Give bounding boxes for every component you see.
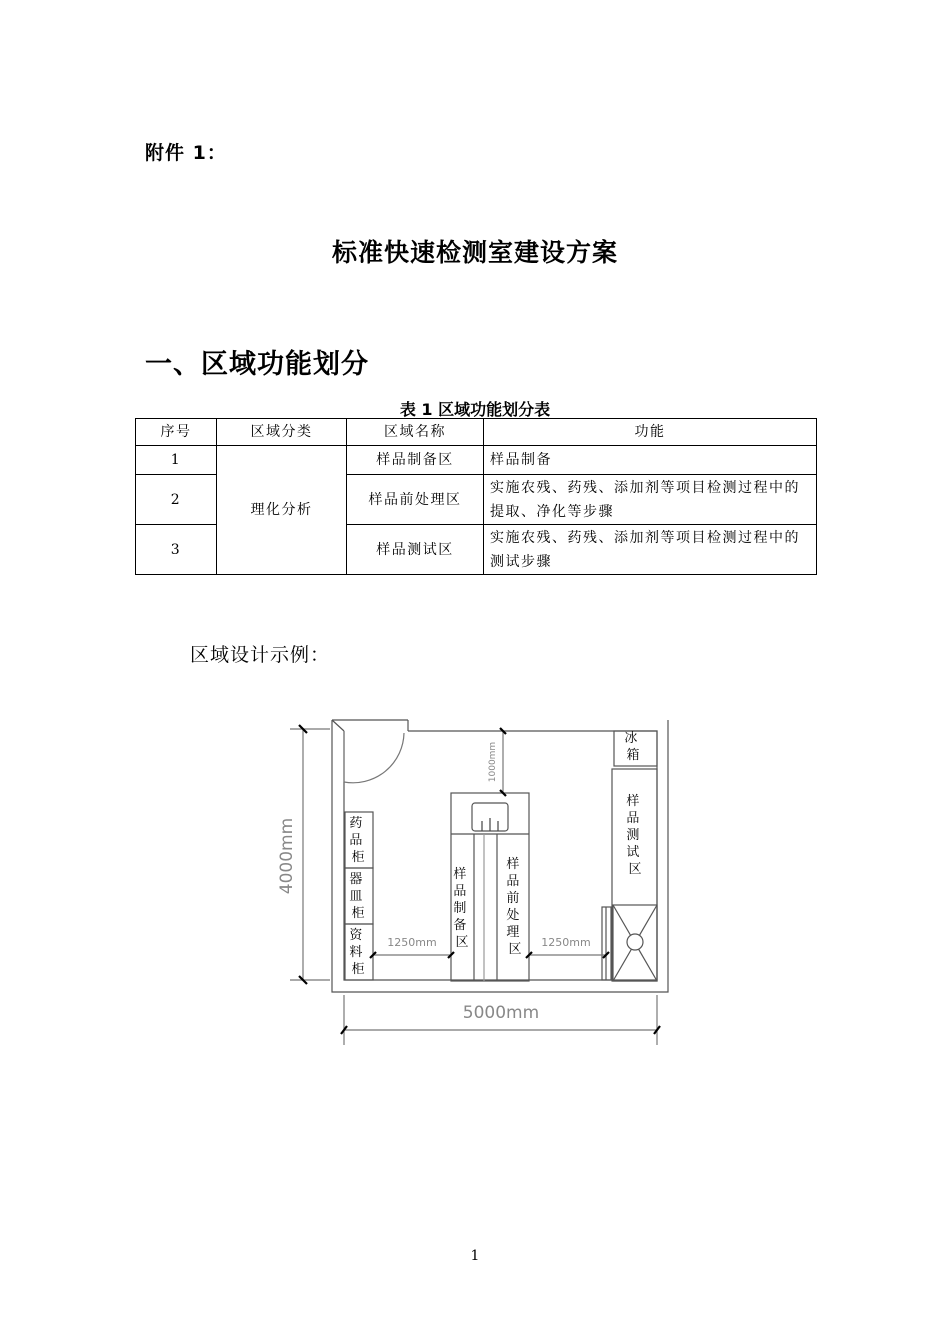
test-zone-label: 样 品 测 试 区	[626, 794, 642, 877]
dish-cabinet-label: 器 皿 柜	[349, 872, 365, 921]
door-swing-arc	[344, 733, 404, 783]
document-title: 标准快速检测室建设方案	[331, 238, 618, 267]
design-example-label: 区域设计示例：	[190, 644, 331, 666]
file-cabinet-label: 资 料 柜	[349, 928, 365, 977]
pretreat-zone-label: 样 品 前 处 理 区	[506, 857, 522, 957]
dim-1000-text: 1000mm	[488, 741, 498, 783]
row-number: 1	[136, 446, 217, 475]
attachment-label: 附件 1：	[145, 142, 227, 164]
zone-name-cell: 样品前处理区	[347, 475, 484, 525]
drain-icon	[627, 934, 643, 950]
section-heading-1: 一、区域功能划分	[145, 349, 369, 380]
header-cell: 功能	[484, 419, 817, 446]
medicine-cabinet-label: 药 品 柜	[349, 816, 365, 865]
dim-width-text: 5000mm	[462, 1003, 540, 1023]
faucet-icon	[482, 818, 498, 831]
function-cell: 实施农残、药残、添加剂等项目检测过程中的测试步骤	[484, 525, 817, 575]
row-number: 3	[136, 525, 217, 575]
fridge-label: 冰 箱	[624, 731, 640, 763]
table-header-row	[136, 419, 817, 446]
category-cell: 理化分析	[217, 446, 347, 575]
function-cell: 样品制备	[484, 446, 817, 475]
row-number: 2	[136, 475, 217, 525]
zone-function-table	[135, 418, 817, 575]
table-row	[136, 446, 817, 475]
header-cell: 序号	[136, 419, 217, 446]
floor-plan-diagram	[270, 705, 690, 1055]
header-cell: 区域分类	[217, 419, 347, 446]
dim-height-text: 4000mm	[277, 817, 297, 895]
outer-wall	[332, 720, 668, 992]
zone-name-cell: 样品制备区	[347, 446, 484, 475]
header-cell: 区域名称	[347, 419, 484, 446]
zone-name-cell: 样品测试区	[347, 525, 484, 575]
page-number: 1	[470, 1248, 480, 1264]
table-caption: 表 1 区域功能划分表	[399, 400, 551, 419]
function-cell: 实施农残、药残、添加剂等项目检测过程中的提取、净化等步骤	[484, 475, 817, 525]
dim-left-gap-text: 1250mm	[387, 936, 437, 949]
prep-zone-label: 样 品 制 备 区	[453, 867, 469, 950]
dim-right-gap-text: 1250mm	[541, 936, 591, 949]
